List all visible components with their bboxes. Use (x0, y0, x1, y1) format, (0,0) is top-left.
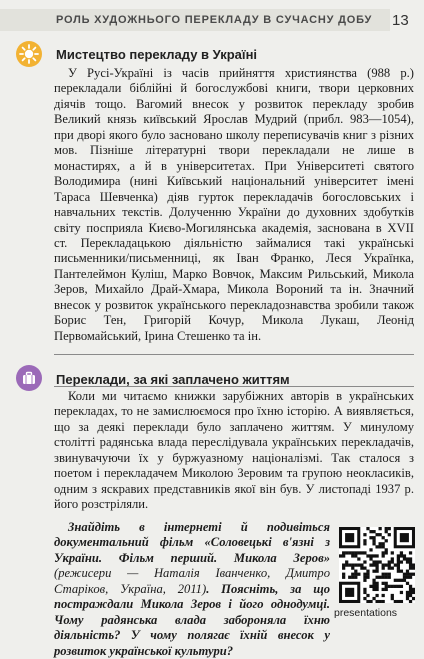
section-title: Мистецтво перекладу в Україні (56, 47, 258, 62)
header-title: РОЛЬ ХУДОЖНЬОГО ПЕРЕКЛАДУ В СУЧАСНУ ДОБУ (56, 14, 373, 26)
suitcase-icon (16, 365, 42, 391)
task-part: (режисери — Наталія Іванченко, Дмитро Старіков, Україна, 2011) (54, 566, 330, 596)
task-text (54, 520, 330, 659)
paragraph: У Русі-Україні із часів прийняття християнства (988 р.) перекладали біблійні й богослужбові книги, твори церковних діячів тощо. Вагомий внесок у розвиток перекладу зробив Великий князь київський Ярослав Мудрий (прибл. 983—1054), при дворі якого було засновано школу переписувачів книг з різних мов. Пізніше літературні твори перекладали не лише в монастирях, а й в університетах. При Університеті святого Володимира (нині Київський національний університет імені Тараса Шевченка) діяв гурток перекладачів богословських і навчальних текстів. Долученню України до духовних здобутків світу посприяла Києво-Могилянська академія, заснована в XVII ст. Перекладацькою діяльністю займалися такі українські письменники/письменниці, як Іван Франко, Леся Українка, Пантелеймон Куліш, Марко Вовчок, Максим Рильський, Микола Зеров, Михайло Драй-Хмара, Микола Вороний та ін. Значний внесок у розвиток українського перекладознавства зробили також Борис Тен, Григорій Кочур, Микола Лукаш, Леонід Первомайський, Ірина Стешенко та ін. (54, 66, 414, 343)
page-header (0, 0, 424, 40)
section-body (54, 66, 414, 355)
qr-code-image (339, 527, 415, 603)
section-body (54, 386, 414, 513)
task-part: . Поясніть, за що постраждали Микола Зеров і його однодумці. Чому радянська влада забороняла їхню діяльність? У чому полягає їхній внесок у розвиток української культури? (54, 581, 330, 658)
task-part: Знайдіть в інтернеті й подивіться документальний фільм «Соловецькі в'язні з України. Фільм перший. Микола Зеров» (54, 520, 330, 565)
sun-icon (16, 41, 42, 67)
page-number: 13 (392, 12, 409, 29)
paragraph: Коли ми читаємо книжки зарубіжних авторів в українських перекладах, то не замислюємося про їхню історію. А виявляється, що за деякі переклади було заплачено життям. У минулому столітті радянська влада переслідувала українських перекладачів, звинувачуючи їх у буржуазному націоналізмі. Так сталося з поетом і перекладачем Миколою Зеровим та групою неокласиків, одним з яскравих представників якої він був. У листопаді 1937 р. його розстріляли. (54, 389, 414, 512)
qr-code[interactable] (339, 527, 415, 603)
qr-caption: presentations (334, 607, 398, 619)
section-title: Переклади, за які заплачено життям (56, 372, 290, 387)
